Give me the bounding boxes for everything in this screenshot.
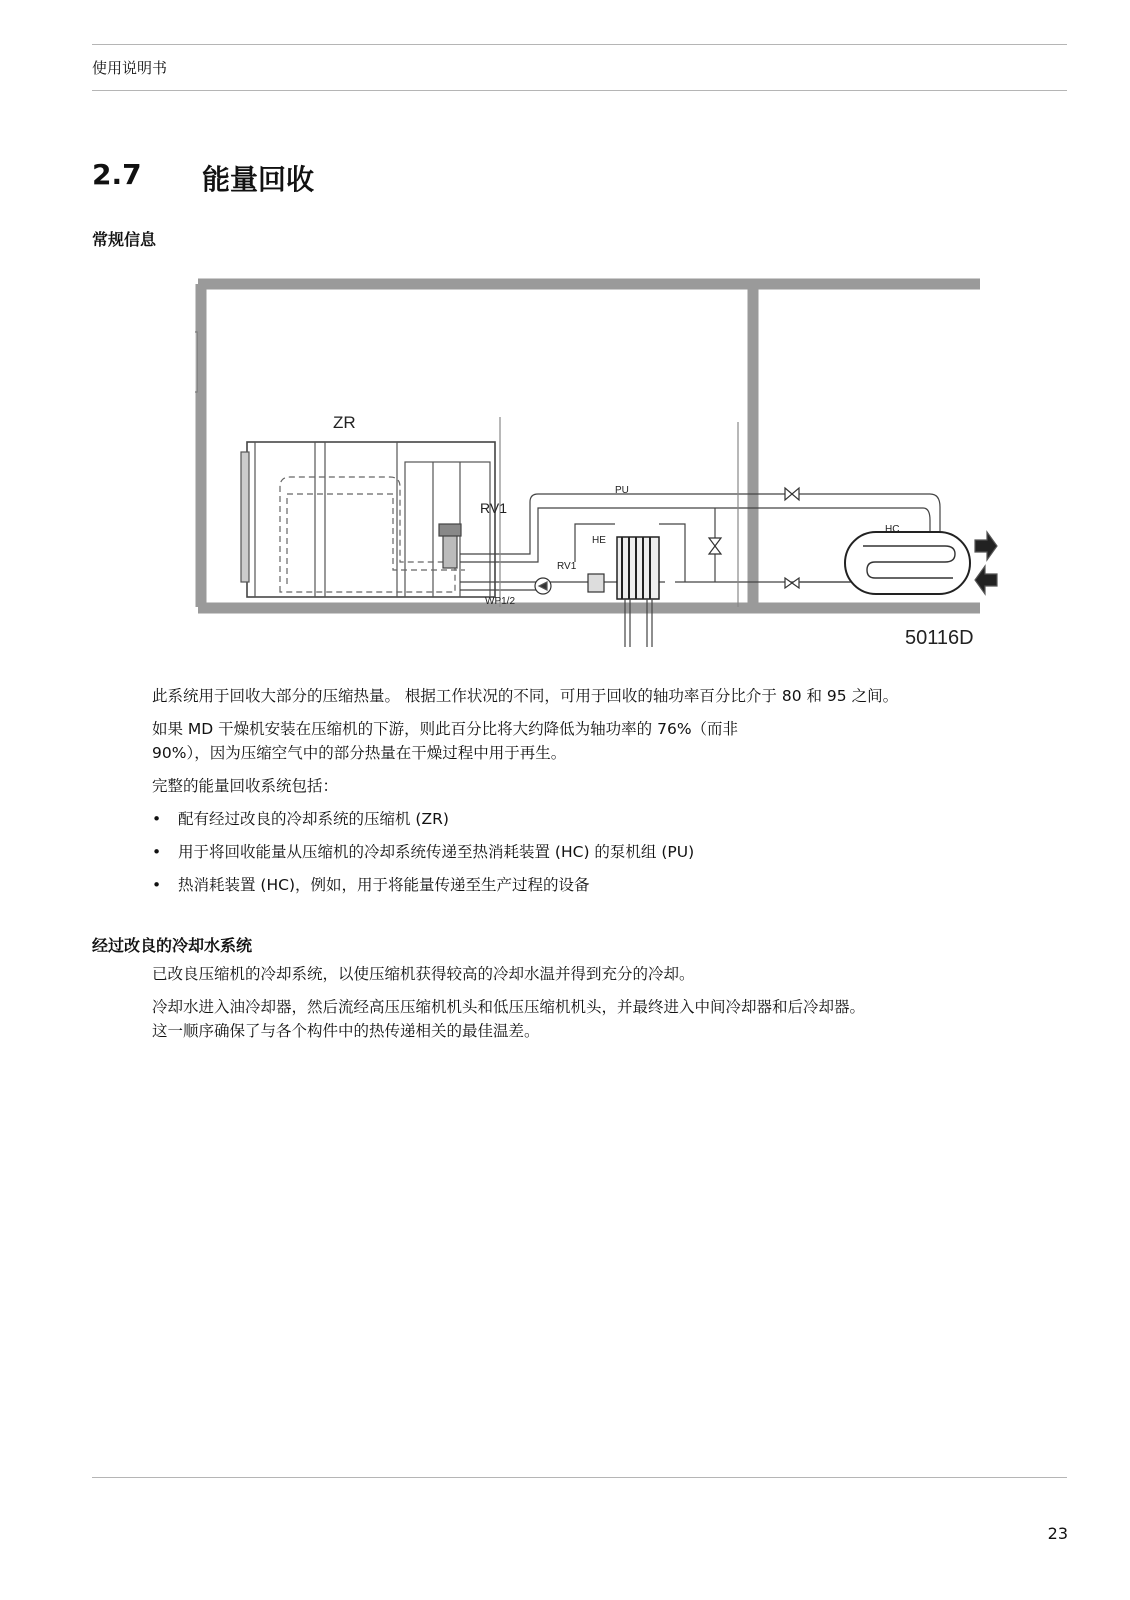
paragraph-cooling-sequence-line1: 冷却水进入油冷却器，然后流经高压压缩机机头和低压压缩机机头，并最终进入中间冷却器和后冷却器。 — [152, 998, 866, 1016]
list-item: • 用于将回收能量从压缩机的冷却系统传递至热消耗装置 (HC) 的泵机组 (PU) — [152, 840, 1052, 864]
section-heading: 能量回收 — [202, 163, 315, 196]
footer-rule — [92, 1477, 1067, 1478]
label-wp: WP1/2 — [485, 596, 516, 607]
figure-code: 50116D — [905, 627, 974, 649]
paragraph-cooling-improved: 已改良压缩机的冷却系统，以使压缩机获得较高的冷却水温并得到充分的冷却。 — [152, 965, 695, 983]
cooling-system-heading: 经过改良的冷却水系统 — [92, 936, 253, 955]
list-item: • 配有经过改良的冷却系统的压缩机 (ZR) — [152, 807, 1052, 831]
label-zr: ZR — [333, 413, 356, 432]
list-item-text: 配有经过改良的冷却系统的压缩机 (ZR) — [178, 810, 449, 828]
energy-recovery-diagram — [195, 262, 1015, 667]
list-item-text: 用于将回收能量从压缩机的冷却系统传递至热消耗装置 (HC) 的泵机组 (PU) — [178, 843, 695, 861]
heat-exchanger-he — [617, 537, 659, 599]
label-hc: HC — [885, 524, 900, 535]
paragraph-recovery-intro: 此系统用于回收大部分的压缩热量。 根据工作状况的不同，可用于回收的轴功率百分比介于 80 和 95 之间。 — [152, 687, 899, 705]
label-he: HE — [592, 535, 606, 546]
label-rv1: RV1 — [480, 500, 507, 516]
paragraph-cooling-sequence — [152, 995, 1052, 1043]
general-info-heading: 常规信息 — [92, 230, 157, 249]
section-number: 2.7 — [92, 158, 142, 191]
paragraph-md-dryer-line1: 如果 MD 干燥机安装在压缩机的下游，则此百分比将大约降低为轴功率的 76%（而非 — [152, 720, 739, 738]
header-bottom-rule — [92, 90, 1067, 91]
general-info-body — [152, 684, 1052, 906]
paragraph-system-includes: 完整的能量回收系统包括： — [152, 777, 339, 795]
cooling-system-body — [152, 962, 1052, 1052]
hc-outlet-arrow — [975, 532, 997, 560]
header-top-rule — [92, 44, 1067, 45]
paragraph-md-dryer-line2: 90%），因为压缩空气中的部分热量在干燥过程中用于再生。 — [152, 744, 567, 762]
label-rv1-small: RV1 — [557, 561, 577, 572]
list-item: • 热消耗装置 (HC)，例如，用于将能量传递至生产过程的设备 — [152, 873, 1052, 897]
paragraph-cooling-sequence-line2: 这一顺序确保了与各个构件中的热传递相关的最佳温差。 — [152, 1022, 540, 1040]
compressor-zr — [247, 442, 495, 597]
hc-inlet-arrow — [975, 566, 997, 594]
list-item-text: 热消耗装置 (HC)，例如，用于将能量传递至生产过程的设备 — [178, 876, 590, 894]
page-number: 23 — [1047, 1524, 1068, 1543]
section-title — [92, 158, 314, 198]
paragraph-md-dryer — [152, 717, 1052, 765]
document-header-title: 使用说明书 — [92, 59, 168, 77]
label-pu: PU — [615, 485, 629, 496]
heat-consumer-hc — [845, 532, 970, 594]
